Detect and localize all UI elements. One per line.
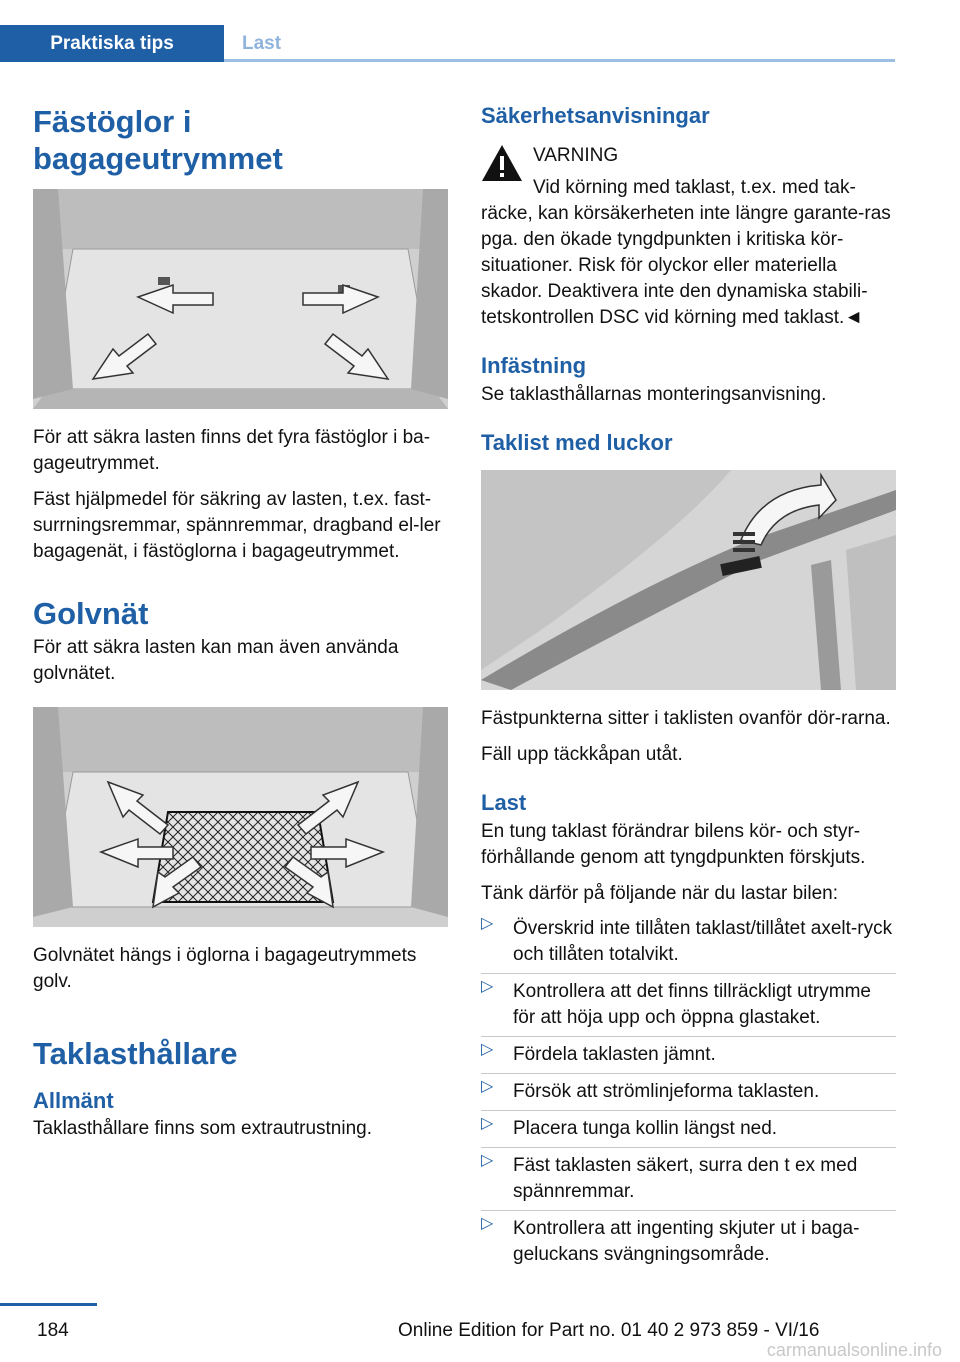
paragraph-infastning: Se taklasthållarnas monteringsanvisning. bbox=[481, 383, 827, 405]
left-column bbox=[33, 95, 448, 1142]
paragraph-allmant: Taklasthållare finns som extrautrustning. bbox=[33, 1118, 372, 1140]
roof-rail-illustration bbox=[481, 470, 896, 690]
triangle-bullet-icon: ▷ bbox=[481, 1114, 494, 1132]
paragraph-straps: Fäst hjälpmedel för säkring av lasten, t.ex. fast‐surrningsremmar, spännremmar, dragband el‐ler bagagenät, i fästöglorna i bagageutrymmet. bbox=[33, 489, 441, 563]
trunk-image-net bbox=[33, 707, 448, 927]
tab-praktiska-tips[interactable]: Praktiska tips bbox=[0, 25, 224, 62]
list-item: ▷ Fördela taklasten jämnt. bbox=[481, 1036, 896, 1073]
right-column bbox=[481, 95, 896, 1273]
triangle-bullet-icon: ▷ bbox=[481, 1151, 494, 1169]
warning-triangle-icon bbox=[481, 143, 523, 183]
list-item: ▷ Kontrollera att ingenting skjuter ut i baga‐geluckans svängningsområde. bbox=[481, 1210, 896, 1273]
triangle-bullet-icon: ▷ bbox=[481, 1040, 494, 1058]
subtitle-last: Last bbox=[481, 790, 527, 816]
paragraph-last-2: Tänk därför på följande när du lastar bilen: bbox=[481, 882, 838, 904]
watermark: carmanualsonline.info bbox=[766, 1340, 942, 1360]
page-number: 184 bbox=[37, 1320, 69, 1341]
trunk-image-eyelets bbox=[33, 189, 448, 409]
paragraph-rail-points: Fästpunkterna sitter i taklisten ovanför dör‐rarna. bbox=[481, 708, 891, 730]
title-taklasthallare: Taklasthållare bbox=[33, 1035, 238, 1071]
paragraph-net-hooks: Golvnätet hängs i öglorna i bagageutrymmets golv. bbox=[33, 944, 417, 992]
trunk-eyelets-illustration bbox=[33, 189, 448, 409]
list-item: ▷ Fäst taklasten säkert, surra den t ex med spännremmar. bbox=[481, 1147, 896, 1210]
list-item: ▷ Placera tunga kollin längst ned. bbox=[481, 1110, 896, 1147]
triangle-bullet-icon: ▷ bbox=[481, 977, 494, 995]
list-item: ▷ Överskrid inte tillåten taklast/tillåtet axelt‐ryck och tillåten totalvikt. bbox=[481, 911, 896, 973]
load-checklist bbox=[481, 911, 896, 1273]
paragraph-eyelets: För att säkra lasten finns det fyra fästöglor i ba‐gageutrymmet. bbox=[33, 427, 431, 475]
warning-text: Vid körning med taklast, t.ex. med tak‐räcke, kan körsäkerheten inte längre garante‐ras pga. den ökade tyngdpunkten i kritiska kör‐situationer. Risk för olyckor eller materiella skador. Deaktivera inte den dynamiska stabili‐tetskontrollen DSC vid körning med taklast.◄ bbox=[481, 177, 891, 329]
subtitle-taklist: Taklist med luckor bbox=[481, 429, 673, 455]
triangle-bullet-icon: ▷ bbox=[481, 1077, 494, 1095]
title-golvnat: Golvnät bbox=[33, 596, 149, 632]
warning-label: VARNING bbox=[533, 145, 619, 167]
triangle-bullet-icon: ▷ bbox=[481, 914, 494, 932]
footer-edition: Online Edition for Part no. 01 40 2 973 859 - VI/16 bbox=[398, 1320, 820, 1341]
list-item: ▷ Försök att strömlinjeforma taklasten. bbox=[481, 1073, 896, 1110]
footer-rule bbox=[0, 1303, 97, 1306]
paragraph-rail-cover: Fäll upp täckkåpan utåt. bbox=[481, 744, 683, 766]
subtitle-infastning: Infästning bbox=[481, 353, 587, 379]
tab-last[interactable]: Last bbox=[242, 32, 282, 54]
header-tabs bbox=[0, 25, 895, 62]
paragraph-golvnat: För att säkra lasten kan man även använda golvnätet. bbox=[33, 636, 399, 684]
title-fastoglor: Fästöglor i bagageutrymmet bbox=[33, 104, 283, 177]
subtitle-allmant: Allmänt bbox=[33, 1087, 114, 1113]
list-item: ▷ Kontrollera att det finns tillräckligt utrymme för att höja upp och öppna glastaket. bbox=[481, 973, 896, 1036]
roof-rail-image bbox=[481, 470, 896, 690]
paragraph-last-1: En tung taklast förändrar bilens kör- och styr‐förhållande genom att tyngdpunkten förskjuts. bbox=[481, 820, 866, 868]
subtitle-sakerhet: Säkerhetsanvisningar bbox=[481, 103, 710, 128]
tab-underline bbox=[224, 59, 895, 62]
floor-net-illustration bbox=[33, 707, 448, 927]
triangle-bullet-icon: ▷ bbox=[481, 1214, 494, 1232]
